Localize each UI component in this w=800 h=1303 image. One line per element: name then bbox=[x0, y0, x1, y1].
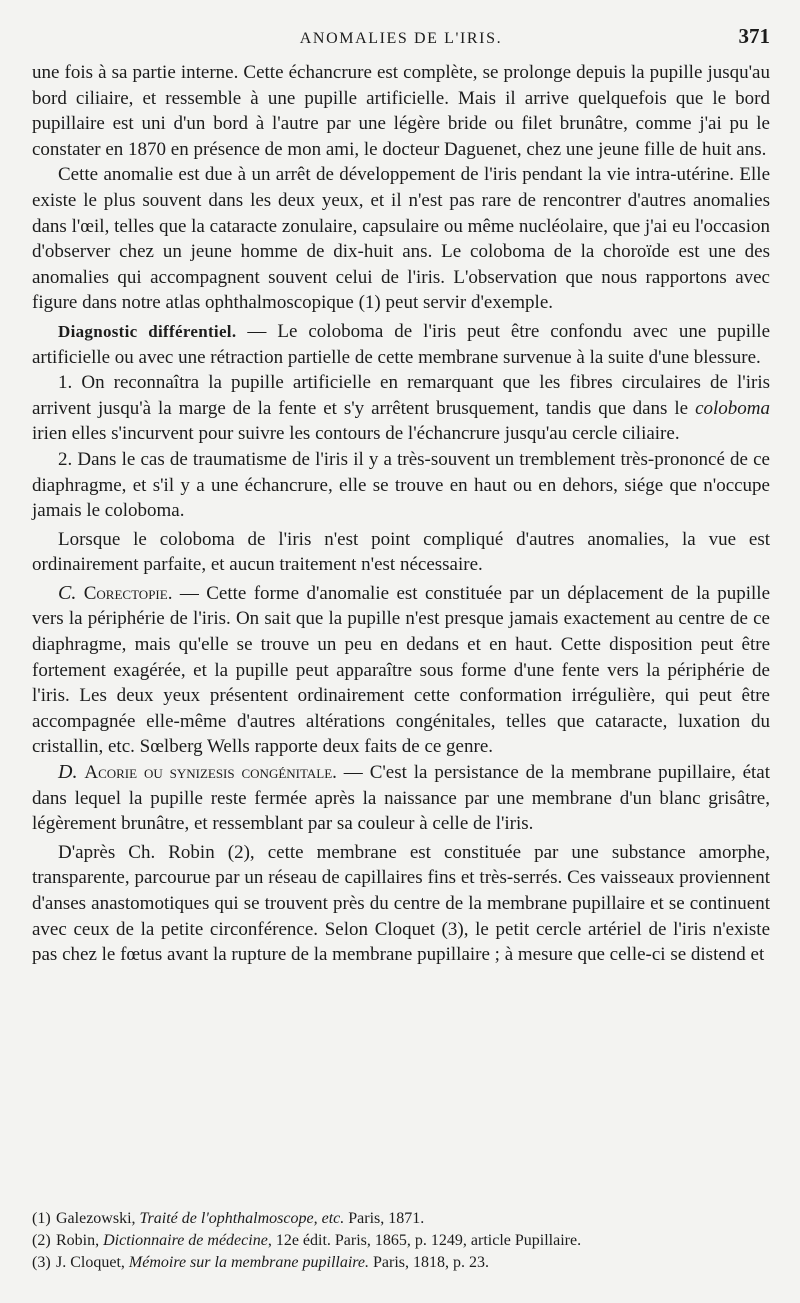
footnote-title: Dictionnaire de médecine bbox=[103, 1232, 268, 1249]
footnote-number: (3) bbox=[32, 1254, 51, 1271]
paragraph-text: — C'est la persistance de la membrane pupillaire, état dans lequel la pupille reste fermée après la naissance par une membrane d'un blanc grisâtre, légèrement brunâtre, et ressemblant par sa couleur à celle de l'iris. bbox=[32, 762, 771, 835]
paragraph-text: 1. On reconnaîtra la pupille artificielle en remarquant que les fibres circulaires de l'iris arrivent jusqu'à la marge de la fente et s'y arrêtent brusquement, tandis que dans le bbox=[32, 372, 770, 419]
paragraph-item-1 bbox=[32, 370, 770, 447]
paragraph-section-d bbox=[32, 760, 770, 837]
footnote-number: (2) bbox=[32, 1232, 51, 1249]
paragraph-text: Cette anomalie est due à un arrêt de développement de l'iris pendant la vie intra-utérine. Elle existe le plus souvent dans les deux yeux, et il n'est pas rare de rencontrer d'autres anomalies dans l'œil, telles que la cataracte zonulaire, capsulaire ou même nucléolaire, que j'ai eu l'occasion d'observer chez un jeune homme de dix-huit ans. Le coloboma de la choroïde est une des anomalies qui accompagnent souvent celui de l'iris. L'observation que nous rapportons avec figure dans notre atlas ophthalmoscopique (1) peut servir d'exemple. bbox=[32, 164, 770, 314]
paragraph-text: — Le coloboma de l'iris peut être confondu avec une pupille artificielle ou avec une rétraction partielle de cette membrane survenue à la suite d'une blessure. bbox=[32, 320, 770, 368]
footnote-text: Robin, bbox=[56, 1232, 104, 1249]
page-number: 371 bbox=[738, 24, 770, 48]
paragraph bbox=[32, 162, 770, 316]
paragraph-diagnostic bbox=[32, 319, 770, 370]
footnote bbox=[32, 1230, 770, 1252]
paragraph-item-2 bbox=[32, 447, 770, 524]
paragraph-text: — Cette forme d'anomalie est constituée par un déplacement de la pupille vers la périphérie de l'iris. On sait que la pupille n'est presque jamais exactement au centre de ce diaphragme, mais qu'elle se trouve un peu en dedans et en haut. Cette disposition peut être fortement exagérée, et la pupille peut apparaître sous forme d'une fente vers la périphérie de l'iris. Les deux yeux présentent ordinairement cette conformation irrégulière, qui peut être accompagnée elle-même d'autres altérations congénitales, telles que cataracte, luxation du cristallin, etc. Sœlberg Wells rapporte deux faits de ce genre. bbox=[32, 582, 771, 758]
section-letter: D. bbox=[58, 761, 78, 784]
paragraph-text: 2. Dans le cas de traumatisme de l'iris il y a très-souvent un tremblement très-prononcé de ce diaphragme, et s'il y a une échancrure, elle se trouve en haut ou en dehors, siége que n'occupe jamais le coloboma. bbox=[32, 448, 770, 522]
paragraph-text: irien elles s'incurvent pour suivre les contours de l'échancrure jusqu'au cercle ciliaire. bbox=[32, 423, 680, 445]
footnotes bbox=[32, 1208, 770, 1274]
footnote-title: Traité de l'ophthalmoscope, etc. bbox=[139, 1210, 345, 1227]
italic-term: coloboma bbox=[695, 397, 770, 419]
page-header bbox=[32, 24, 770, 60]
footnote-text: Paris, 1871. bbox=[344, 1210, 425, 1227]
paragraph-text: D'après Ch. Robin (2), cette membrane est constituée par une substance amorphe, transparente, parcourue par un réseau de capillaires fins et très-serrés. Ces vaisseaux proviennent d'anses anastomotiques qui se trouvent près du centre de la membrane pupillaire et se continuent avec ceux de la petite circonférence. Selon Cloquet (3), le petit cercle artériel de l'iris n'existe pas chez le fœtus avant la rupture de la membrane pupillaire ; à mesure que celle-ci se distend et bbox=[32, 841, 770, 966]
footnote-text: J. Cloquet, bbox=[56, 1254, 129, 1271]
paragraph bbox=[32, 840, 770, 968]
paragraph-section-c bbox=[32, 581, 770, 760]
section-heading: Acorie ou synizesis congénitale. bbox=[84, 762, 337, 784]
section-letter: C. bbox=[58, 581, 77, 604]
footnote-title: Mémoire sur la membrane pupillaire. bbox=[128, 1254, 370, 1271]
section-heading: Corectopie. bbox=[83, 582, 173, 604]
paragraph bbox=[32, 60, 770, 162]
running-head: ANOMALIES DE L'IRIS. bbox=[299, 30, 503, 47]
footnote-text: Galezowski, bbox=[56, 1210, 140, 1227]
run-in-heading: Diagnostic différentiel. bbox=[58, 321, 237, 341]
paragraph-text: une fois à sa partie interne. Cette échancrure est complète, se prolonge depuis la pupille jusqu'au bord ciliaire, et ressemble à une pupille artificielle. Mais il arrive quelquefois que le bord pupillaire est uni d'un bord à l'autre par une légère bride ou filet brunâtre, comme j'ai pu le constater en 1870 en présence de mon ami, le docteur Daguenet, chez une jeune fille de huit ans. bbox=[32, 62, 770, 160]
footnote bbox=[32, 1208, 770, 1230]
footnote-number: (1) bbox=[32, 1210, 51, 1227]
footnote-text: Paris, 1818, p. 23. bbox=[369, 1254, 490, 1271]
paragraph-text: Lorsque le coloboma de l'iris n'est point compliqué d'autres anomalies, la vue est ordinairement parfaite, et aucun traitement n'est nécessaire. bbox=[32, 528, 770, 576]
body-text bbox=[32, 60, 770, 968]
paragraph bbox=[32, 527, 770, 578]
footnote bbox=[32, 1252, 770, 1274]
footnote-text: , 12e édit. Paris, 1865, p. 1249, article Pupillaire. bbox=[267, 1232, 582, 1249]
